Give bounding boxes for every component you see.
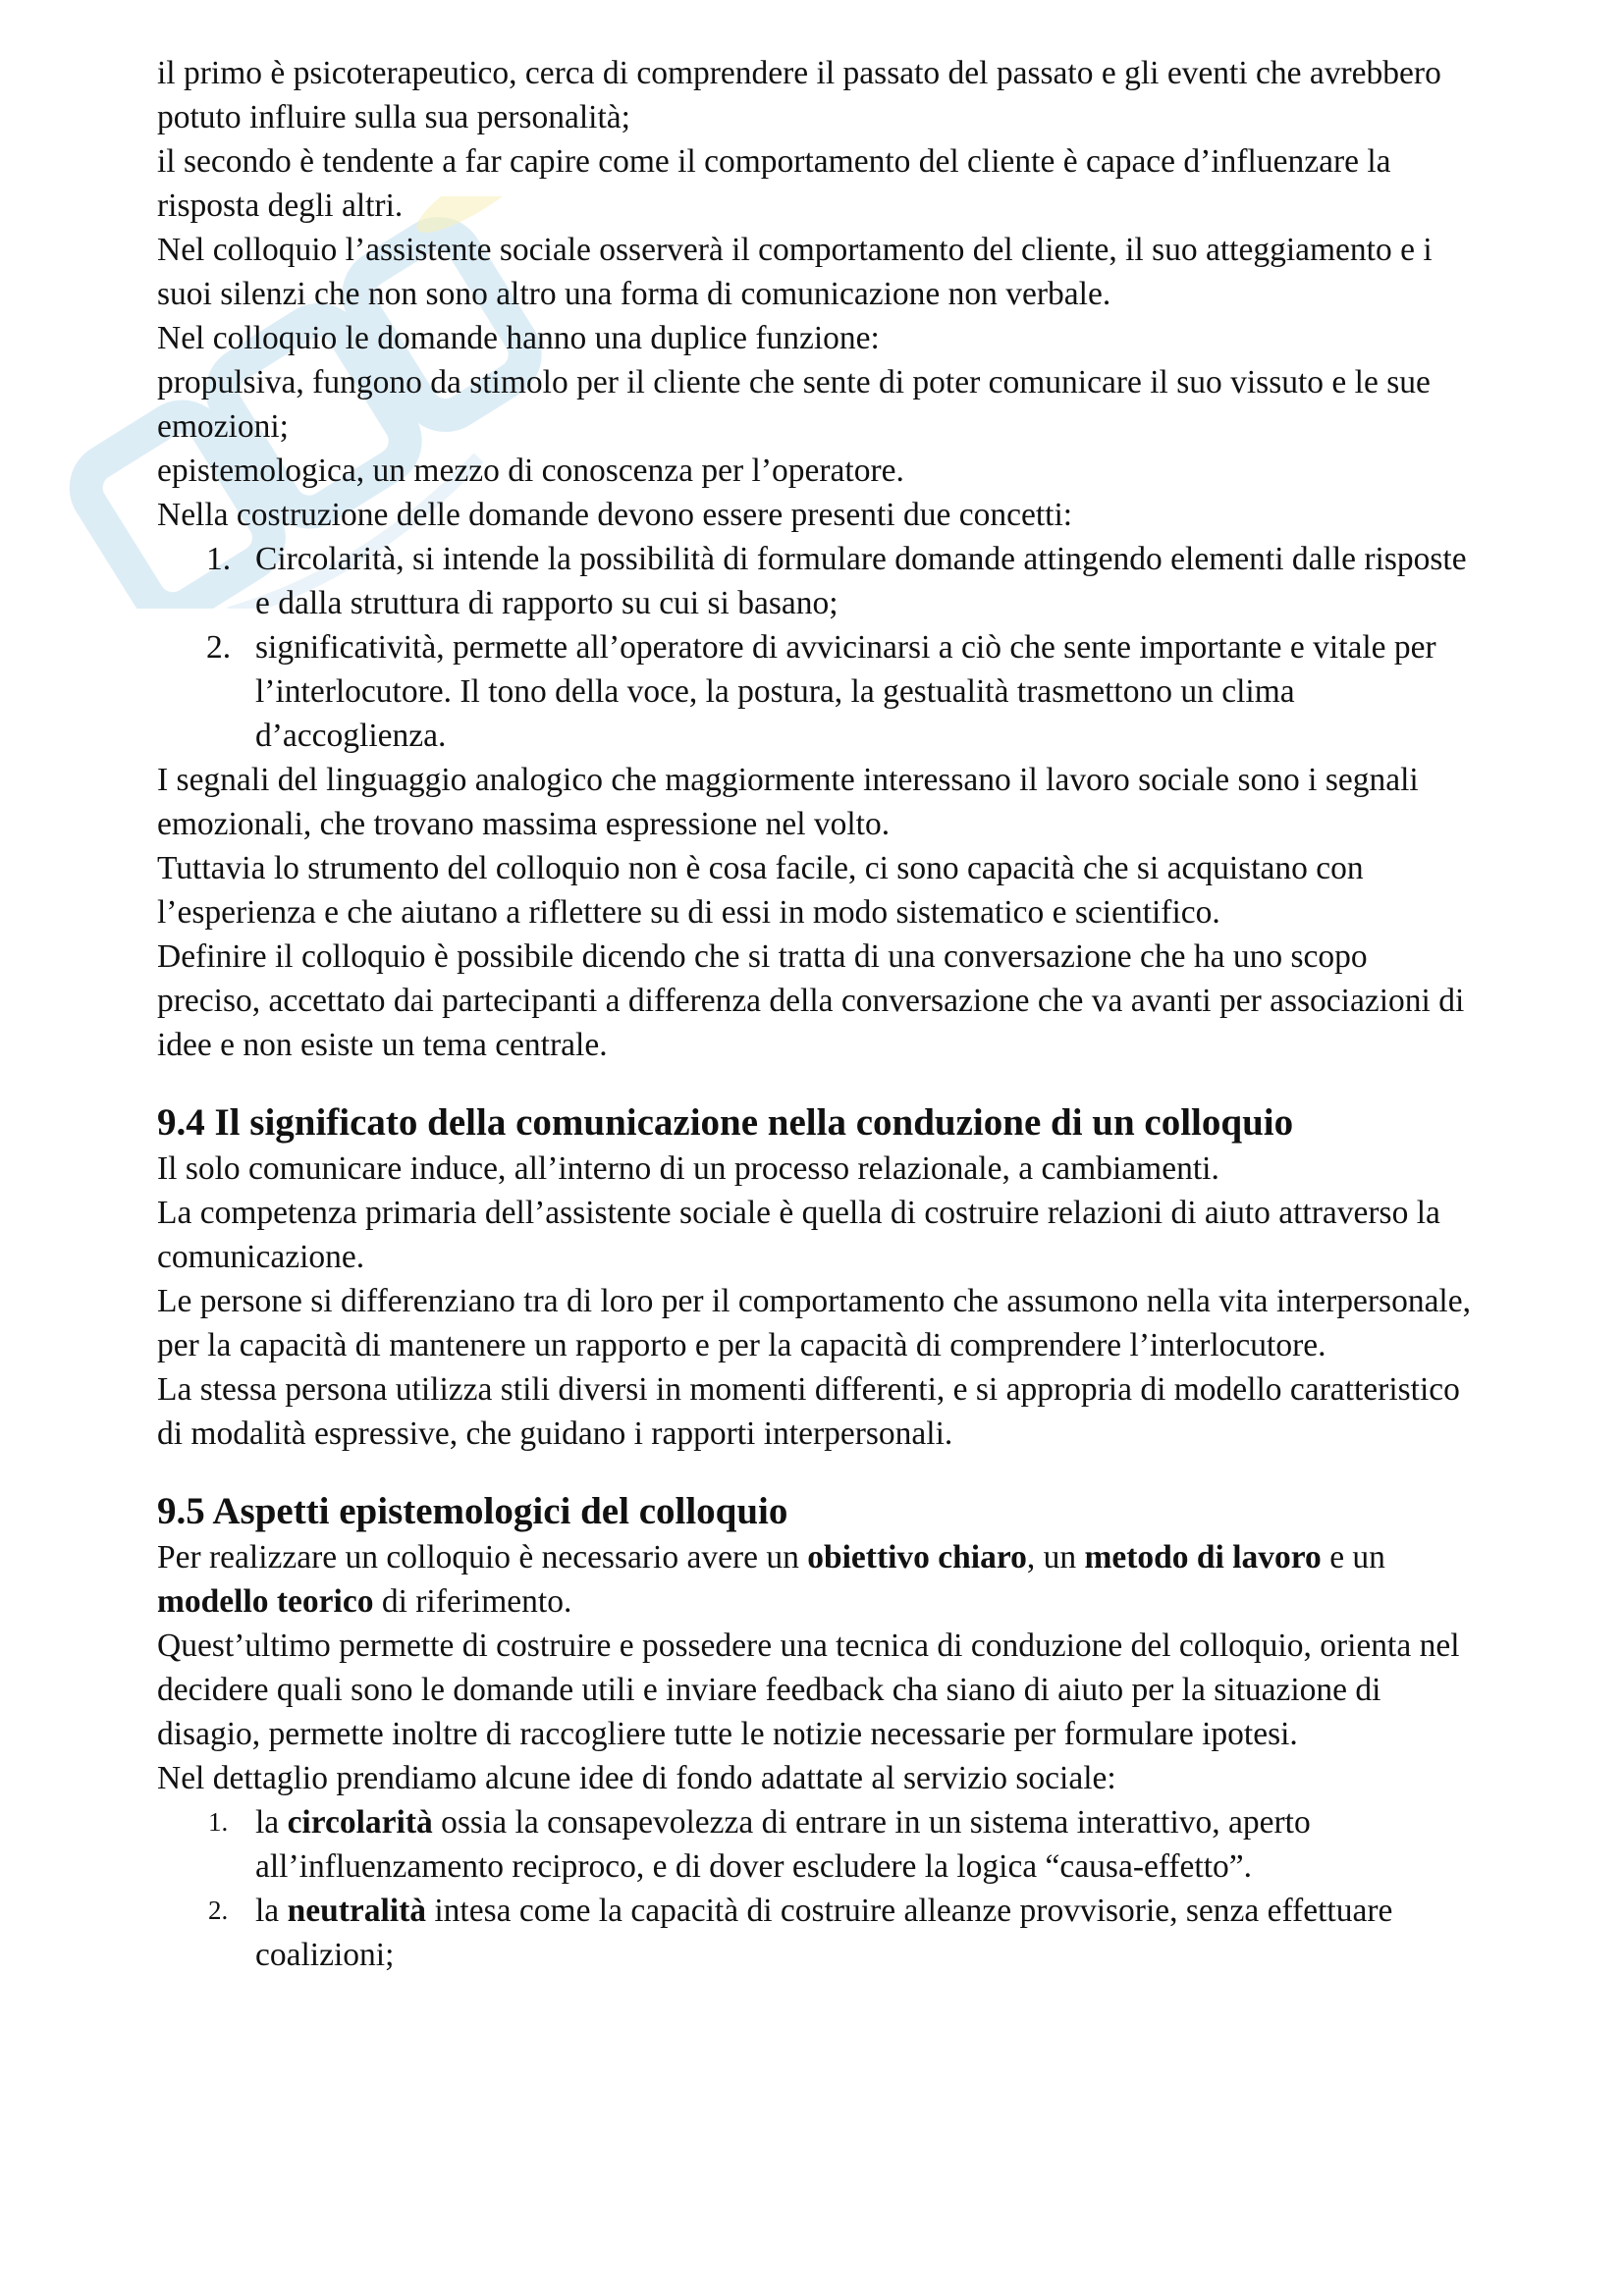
bold-term: neutralità: [287, 1893, 426, 1929]
text-run: Per realizzare un colloquio è necessario avere un: [157, 1539, 808, 1575]
bold-term: modello teorico: [157, 1583, 374, 1620]
text-run: la: [255, 1893, 288, 1929]
paragraph: Nella costruzione delle domande devono essere presenti due concetti:: [157, 497, 1073, 533]
list-item-text: significatività, permette all’operatore di avvicinarsi a ciò che sente importante e vitale per l’interlocutore. Il tono della voce, la postura, la gestualità trasmettono un clima d’accoglienza.: [255, 629, 1436, 754]
numbered-list: [157, 1800, 1478, 1977]
text-run: intesa come la capacità di costruire alleanze provvisorie, senza effettuare coalizioni;: [255, 1893, 1393, 1973]
text-run: la: [255, 1804, 288, 1841]
text-run: e un: [1321, 1539, 1385, 1575]
list-item: [157, 1800, 1478, 1889]
list-item-text: Circolarità, si intende la possibilità di formulare domande attingendo elementi dalle risposte e dalla struttura di rapporto su cui si basano;: [255, 541, 1467, 621]
paragraph: Definire il colloquio è possibile dicendo che si tratta di una conversazione che ha uno scopo preciso, accettato dai partecipanti a differenza della conversazione che va avanti per associazioni di idee e non esiste un tema centrale.: [157, 938, 1465, 1063]
list-item: [157, 625, 1478, 758]
text-run: ossia la consapevolezza di entrare in un sistema interattivo, aperto all’influenzamento reciproco, e di dover escludere la logica “causa-effetto”.: [255, 1804, 1311, 1885]
paragraph: epistemologica, un mezzo di conoscenza per l’operatore.: [157, 453, 904, 489]
section-heading-9-4: 9.4 Il significato della comunicazione nella conduzione di un colloquio: [157, 1101, 1294, 1144]
paragraph-intro: [157, 1535, 1478, 1624]
document-page: [157, 51, 1478, 1977]
list-number: 1.: [206, 541, 232, 577]
text-run: di riferimento.: [373, 1583, 572, 1620]
bold-term: obiettivo chiaro: [807, 1539, 1027, 1575]
section-heading-9-5: 9.5 Aspetti epistemologici del colloquio: [157, 1490, 788, 1532]
paragraph: propulsiva, fungono da stimolo per il cliente che sente di poter comunicare il suo vissuto e le sue emozioni;: [157, 364, 1431, 445]
paragraph: La stessa persona utilizza stili diversi in momenti differenti, e si appropria di modello caratteristico di modalità espressive, che guidano i rapporti interpersonali.: [157, 1371, 1460, 1452]
list-item: [157, 1889, 1478, 1977]
paragraph: Quest’ultimo permette di costruire e possedere una tecnica di conduzione del colloquio, orienta nel decidere quali sono le domande utili e inviare feedback cha siano di aiuto per la situazione di disagio, permette inoltre di raccogliere tutte le notizie necessarie per formulare ipotesi.: [157, 1628, 1460, 1752]
paragraph: La competenza primaria dell’assistente sociale è quella di costruire relazioni di aiuto attraverso la comunicazione.: [157, 1195, 1440, 1275]
paragraph: I segnali del linguaggio analogico che maggiormente interessano il lavoro sociale sono i segnali emozionali, che trovano massima espressione nel volto.: [157, 762, 1419, 842]
paragraph: Il solo comunicare induce, all’interno di un processo relazionale, a cambiamenti.: [157, 1150, 1219, 1187]
list-item: [157, 537, 1478, 625]
paragraph: Nel dettaglio prendiamo alcune idee di fondo adattate al servizio sociale:: [157, 1760, 1116, 1796]
paragraph: Tuttavia lo strumento del colloquio non è cosa facile, ci sono capacità che si acquistano con l’esperienza e che aiutano a riflettere su di essi in modo sistematico e scientifico.: [157, 850, 1364, 931]
bold-term: metodo di lavoro: [1084, 1539, 1322, 1575]
paragraph: Nel colloquio l’assistente sociale osserverà il comportamento del cliente, il suo atteggiamento e i suoi silenzi che non sono altro una forma di comunicazione non verbale.: [157, 232, 1433, 312]
paragraph: Le persone si differenziano tra di loro per il comportamento che assumono nella vita interpersonale, per la capacità di mantenere un rapporto e per la capacità di comprendere l’interlocutore.: [157, 1283, 1471, 1363]
list-number: 1.: [208, 1807, 229, 1837]
paragraph: Nel colloquio le domande hanno una duplice funzione:: [157, 320, 880, 356]
paragraph: il primo è psicoterapeutico, cerca di comprendere il passato del passato e gli eventi che avrebbero potuto influire sulla sua personalità;: [157, 55, 1441, 135]
bold-term: circolarità: [287, 1804, 433, 1841]
text-run: , un: [1026, 1539, 1085, 1575]
list-number: 2.: [206, 629, 232, 666]
paragraph: il secondo è tendente a far capire come il comportamento del cliente è capace d’influenzare la risposta degli altri.: [157, 143, 1391, 224]
list-number: 2.: [208, 1896, 229, 1925]
numbered-list: [157, 537, 1478, 758]
